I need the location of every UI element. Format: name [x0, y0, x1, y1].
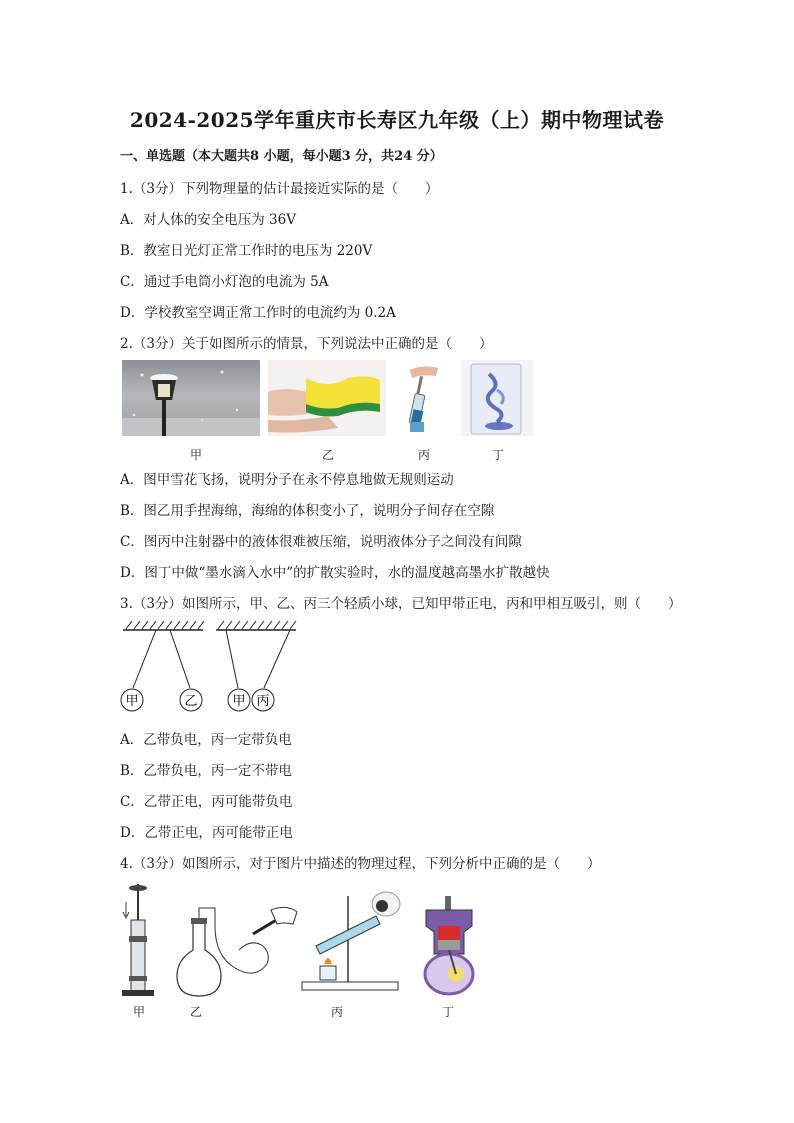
- q3-pendulum-diagram: [118, 618, 308, 718]
- q4-fig-flask: [175, 906, 300, 998]
- q3-stem: 3.（3分）如图所示，甲、乙、丙三个轻质小球，已知甲带正电，丙和甲相互吸引，则（ ）: [120, 596, 682, 612]
- q2-photo-ink-water: [461, 360, 533, 436]
- q4-fig-engine: [418, 896, 480, 996]
- q3-option-b: B．乙带负电，丙一定不带电: [120, 763, 292, 779]
- q2-label-bing: 丙: [417, 448, 430, 462]
- q4-fig-test-tube: [298, 886, 410, 994]
- q1-option-d: D．学校教室空调正常工作时的电流约为 0.2A: [120, 305, 396, 321]
- q2-option-c: C．图丙中注射器中的液体很难被压缩，说明液体分子之间没有间隙: [120, 534, 522, 550]
- q2-photo-syringe: [398, 360, 448, 436]
- q2-label-jia: 甲: [189, 448, 202, 462]
- section-heading: 一、单选题（本大题共8 小题，每小题3 分，共24 分）: [120, 149, 443, 164]
- q2-stem: 2.（3分）关于如图所示的情景，下列说法中正确的是（ ）: [120, 336, 493, 352]
- q4-label-jia: 甲: [132, 1005, 145, 1019]
- q4-stem: 4.（3分）如图所示，对于图片中描述的物理过程，下列分析中正确的是（ ）: [120, 856, 601, 872]
- q4-label-bing: 丙: [330, 1005, 343, 1019]
- q4-label-ding: 丁: [441, 1005, 454, 1019]
- q4-label-yi: 乙: [189, 1005, 202, 1019]
- q3-ball-2: 乙: [184, 694, 198, 709]
- q1-option-c: C．通过手电筒小灯泡的电流为 5A: [120, 274, 329, 290]
- q3-ball-4: 丙: [256, 694, 270, 709]
- q1-stem: 1.（3分）下列物理量的估计最接近实际的是（ ）: [120, 181, 439, 197]
- q3-option-a: A．乙带负电，丙一定带负电: [120, 732, 292, 748]
- q2-option-a: A．图甲雪花飞扬，说明分子在永不停息地做无规则运动: [120, 472, 454, 488]
- q1-option-b: B．教室日光灯正常工作时的电压为 220V: [120, 243, 373, 259]
- q1-option-a: A．对人体的安全电压为 36V: [120, 212, 296, 228]
- q2-option-d: D．图丁中做“墨水滴入水中”的扩散实验时，水的温度越高墨水扩散越快: [120, 565, 550, 581]
- q2-label-yi: 乙: [321, 448, 334, 462]
- q3-option-c: C．乙带正电，丙可能带负电: [120, 794, 293, 810]
- q3-ball-3: 甲: [232, 694, 246, 709]
- q2-photo-snow-lamp: [122, 360, 260, 436]
- q2-label-ding: 丁: [491, 448, 504, 462]
- q3-option-d: D．乙带正电，丙可能带正电: [120, 825, 293, 841]
- q4-fig-compression-tube: [118, 882, 158, 1000]
- q3-ball-1: 甲: [125, 694, 139, 709]
- q2-photo-sponge: [268, 360, 386, 436]
- q2-option-b: B．图乙用手捏海绵，海绵的体积变小了，说明分子间存在空隙: [120, 503, 495, 519]
- page-title: 2024-2025学年重庆市长寿区九年级（上）期中物理试卷: [129, 108, 665, 132]
